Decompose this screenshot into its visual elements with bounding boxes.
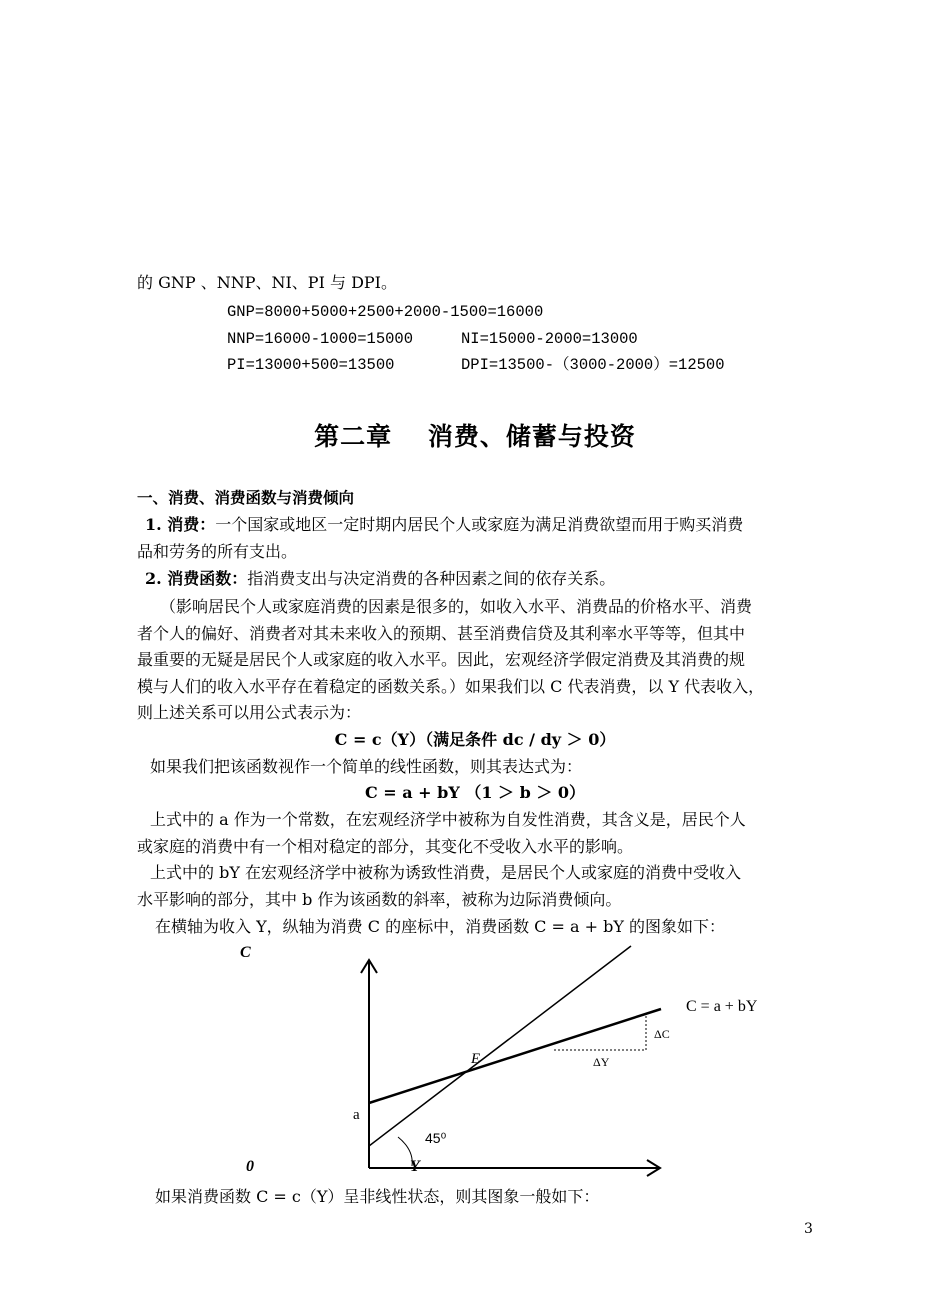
- formula-linear-function: C = a + bY （1 ＞ b ＞ 0）: [364, 783, 586, 802]
- intercept-label: a: [353, 1107, 360, 1123]
- paragraph-line: 在横轴为收入 Y，纵轴为消费 C 的座标中，消费函数 C = a + bY 的图象如下：: [155, 917, 725, 936]
- delta-y-label: ΔY: [593, 1055, 610, 1069]
- paragraph-line: 最重要的无疑是居民个人或家庭的收入水平。因此，宏观经济学假定消费及其消费的规: [137, 650, 746, 669]
- paragraph-line: （影响居民个人或家庭消费的因素是很多的，如收入水平、消费品的价格水平、消费: [160, 597, 753, 616]
- pi-equation: PI=13000+500=13500: [227, 356, 395, 374]
- formula-consumption-function: C = c（Y）（满足条件 dc / dy ＞ 0）: [334, 730, 616, 749]
- prev-intro: 的 GNP 、NNP、NI、PI 与 DPI。: [137, 273, 397, 292]
- consumption-line: [369, 1009, 661, 1103]
- x-axis-label: Y: [410, 1158, 420, 1175]
- page-number: 3: [804, 1221, 813, 1237]
- paragraph-line: 如果消费函数 C = c（Y）呈非线性状态，则其图象一般如下：: [155, 1187, 600, 1206]
- definition-text: 一个国家或地区一定时期内居民个人或家庭为满足消费欲望而用于购买消费: [215, 515, 744, 534]
- ni-equation: NI=15000-2000=13000: [461, 330, 638, 348]
- delta-c-label: ΔC: [654, 1027, 670, 1041]
- nnp-equation: NNP=16000-1000=15000: [227, 330, 414, 348]
- forty-five-degree-line: [369, 946, 631, 1146]
- section-heading: 一、消费、消费函数与消费倾向: [137, 489, 355, 507]
- paragraph-line: 者个人的偏好、消费者对其未来收入的预期、甚至消费信贷及其利率水平等等，但其中: [137, 624, 746, 643]
- paragraph-line: 上式中的 a 作为一个常数，在宏观经济学中被称为自发性消费，其含义是，居民个人: [150, 810, 746, 829]
- origin-label: 0: [246, 1158, 254, 1175]
- paragraph-line: 上式中的 bY 在宏观经济学中被称为诱致性消费，是居民个人或家庭的消费中受收入: [150, 863, 741, 882]
- definition-term: 1. 消费：: [145, 515, 216, 534]
- definition-term: 2. 消费函数：: [145, 569, 248, 588]
- paragraph-line: 如果我们把该函数视作一个简单的线性函数，则其表达式为：: [150, 757, 583, 776]
- angle-label: 45⁰: [425, 1130, 447, 1146]
- line-label: C = a + bY: [686, 998, 758, 1015]
- intersection-label: E: [471, 1051, 481, 1067]
- gnp-equation: GNP=8000+5000+2500+2000-1500=16000: [227, 303, 544, 321]
- dpi-equation: DPI=13500-（3000-2000）=12500: [461, 356, 725, 374]
- chapter-title: 第二章 消费、储蓄与投资: [314, 422, 636, 451]
- y-axis-label: C: [240, 944, 251, 961]
- definition-consumption-cont: 品和劳务的所有支出。: [137, 542, 298, 561]
- paragraph-line: 则上述关系可以用公式表示为：: [137, 703, 362, 722]
- paragraph-line: 水平影响的部分，其中 b 作为该函数的斜率，被称为边际消费倾向。: [137, 890, 622, 909]
- paragraph-line: 或家庭的消费中有一个相对稳定的部分，其变化不受收入水平的影响。: [137, 837, 634, 856]
- definition-text: 指消费支出与决定消费的各种因素之间的依存关系。: [247, 569, 616, 588]
- paragraph-line: 模与人们的收入水平存在着稳定的函数关系。）如果我们以 C 代表消费，以 Y 代表收入，: [137, 677, 765, 696]
